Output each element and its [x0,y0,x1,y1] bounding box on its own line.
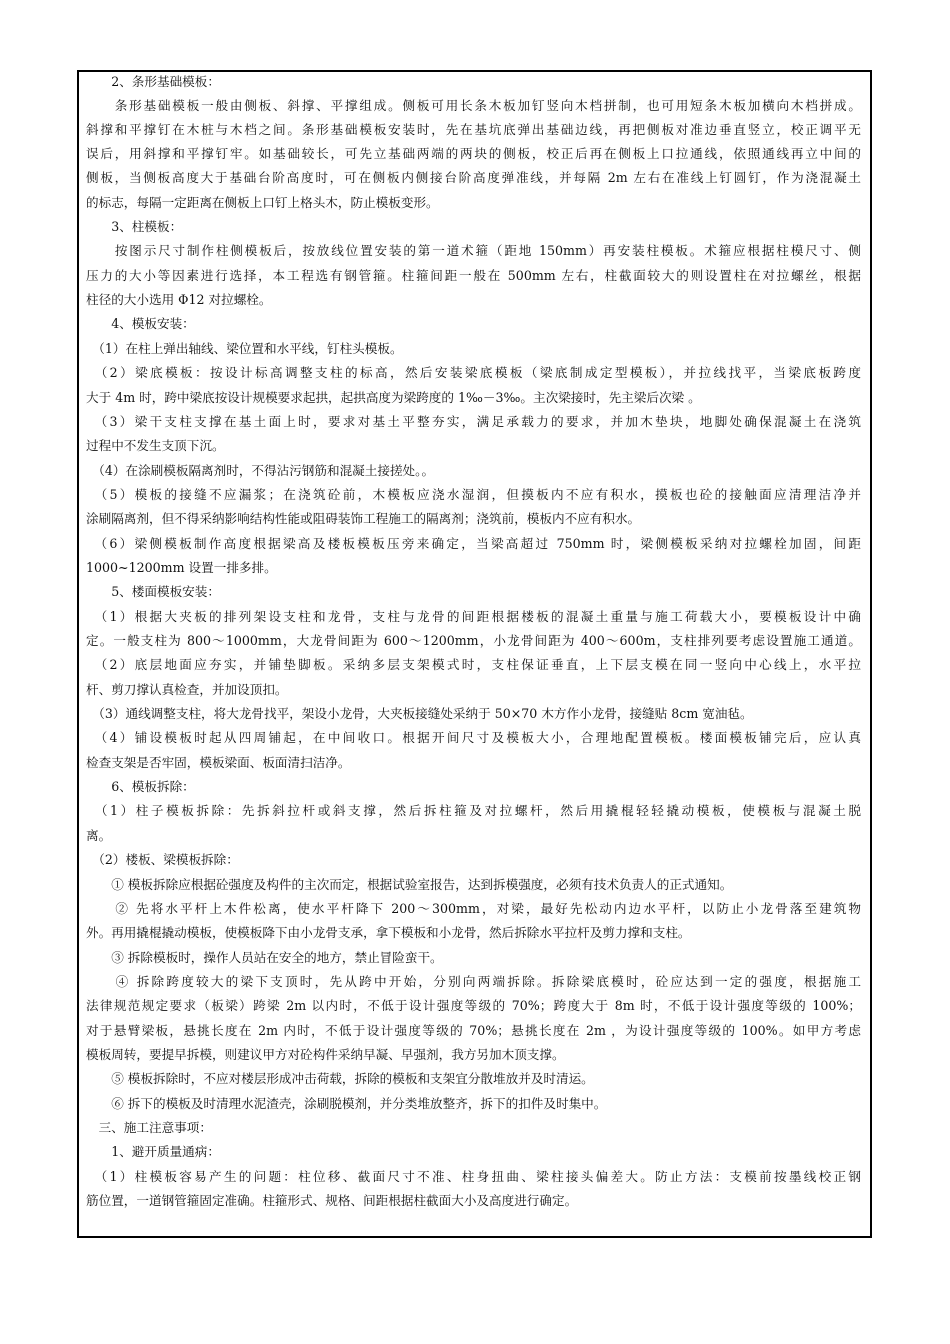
text-line: 1、避开质量通病： [86,1144,220,1159]
text-line: （1）根据大夹板的排列架设支柱和龙骨，支柱与龙骨的间距根据楼板的混凝土重量与施工荷载大小，要模板设计中确 [86,609,861,624]
text-line: 外。再用撬棍撬动模板，使模板降下由小龙骨支承，拿下模板和小龙骨，然后拆除水平拉杆及剪力撑和支柱。 [86,925,691,940]
text-line: （2）底层地面应夯实，并铺垫脚板。采纳多层支架模式时，支柱保证垂直，上下层支模在同一竖向中心线上，水平拉 [86,657,861,672]
text-line: （4）铺设模板时起从四周铺起，在中间收口。根据开间尺寸及模板大小，合理地配置模板。楼面模板铺完后，应认真 [86,730,861,745]
text-line: 按图示尺寸制作柱侧模板后，按放线位置安装的第一道术箍（距地 150mm）再安装柱模板。术箍应根据柱模尺寸、侧 [86,243,861,258]
text-line: （6）梁侧模板制作高度根据梁高及楼板模板压旁来确定，当梁高超过 750mm 时，梁侧模板采纳对拉螺栓加固，间距 [86,536,861,551]
text-line: （4）在涂刷模板隔离剂时，不得沾污钢筋和混凝土接搓处。。 [86,463,435,478]
text-line: 1000~1200mm 设置一排多排。 [86,560,277,575]
text-line: 条形基础模板一般由侧板、斜撑、平撑组成。侧板可用长条木板加钉竖向木档拼制，也可用短条木板加横向木档拼成。 [86,98,861,113]
text-line: 杆、剪刀撑认真检查，并加设顶扣。 [86,682,288,697]
text-line: （5）模板的接缝不应漏浆；在浇筑砼前，木模板应浇水湿润，但摸板内不应有积水，摸板也砼的接触面应清理洁净并 [86,487,861,502]
text-line: （1）柱子模板拆除：先拆斜拉杆或斜支撑，然后拆柱箍及对拉螺杆，然后用撬棍轻轻撬动模板，使模板与混凝土脱 [86,803,861,818]
text-line: 压力的大小等因素进行选择，本工程选有钢管箍。柱箍间距一般在 500mm 左右，柱截面较大的则设置柱在对拉螺丝，根据 [86,268,861,283]
text-line: （1）在柱上弹出轴线、梁位置和水平线，钉柱头模板。 [86,341,403,356]
text-line: 的标志，每隔一定距离在侧板上口钉上格头木，防止模板变形。 [86,195,439,210]
text-line: 斜撑和平撑钉在木桩与木档之间。条形基础模板安装时，先在基坑底弹出基础边线，再把侧板对准边垂直竖立，校正调平无 [86,122,861,137]
text-line: 法律规范规定要求（板梁）跨梁 2m 以内时，不低于设计强度等级的 70%；跨度大于 8m 时，不低于设计强度等级的 100%； [86,998,861,1013]
text-line: 3、柱模板： [86,219,183,234]
text-line: 检查支架是否牢固，模板梁面、板面清扫洁净。 [86,755,351,770]
text-line: 2、条形基础模板： [86,74,220,89]
text-line: ⑥ 拆下的模板及时清理水泥渣壳，涂刷脱模剂，并分类堆放整齐，拆下的扣件及时集中。 [86,1096,607,1111]
text-line: 模板周转，要提早拆模，则建议甲方对砼构件采纳早凝、早强剂，我方另加木顶支撑。 [86,1047,565,1062]
text-line: ④ 拆除跨度较大的梁下支顶时，先从跨中开始，分别向两端拆除。拆除梁底模时，砼应达到一定的强度，根据施工 [86,974,861,989]
text-line: （1）柱模板容易产生的问题：柱位移、截面尺寸不准、柱身扭曲、梁柱接头偏差大。防止方法：支模前按墨线校正钢 [86,1169,861,1184]
text-line: 离。 [86,828,112,843]
text-line: 筋位置，一道钢管箍固定准确。柱箍形式、规格、间距根据柱截面大小及高度进行确定。 [86,1193,578,1208]
text-line: （2）梁底模板：按设计标高调整支柱的标高，然后安装梁底模板（梁底制成定型模板），并拉线找平，当梁底板跨度 [86,365,861,380]
text-line: 6、模板拆除： [86,779,195,794]
text-line: ① 模板拆除应根据砼强度及构件的主次而定，根据试验室报告，达到拆模强度，必须有技术负责人的正式通知。 [86,877,733,892]
text-line: （3）通线调整支柱，将大龙骨找平，架设小龙骨，大夹板接缝处采纳于 50×70 木方作小龙骨，接缝贴 8cm 宽油毡。 [86,706,753,721]
text-line: 5、楼面模板安装： [86,584,220,599]
text-line: 大于 4m 时，跨中梁底按设计规模要求起拱，起拱高度为梁跨度的 1‰－3‰。主次梁接时，先主梁后次梁 。 [86,390,701,405]
text-line: 涂刷隔离剂，但不得采纳影响结构性能或阻碍装饰工程施工的隔离剂；浇筑前，模板内不应有积水。 [86,511,641,526]
text-line: 过程中不发生支顶下沉。 [86,438,225,453]
text-line: （2）楼板、梁模板拆除： [86,852,239,867]
text-line: 误后，用斜撑和平撑钉牢。如基础较长，可先立基础两端的两块的侧板，校正后再在侧板上口拉通线，依照通线再立中间的 [86,146,861,161]
text-line: 对于悬臂梁板，悬挑长度在 2m 内时，不低于设计强度等级的 70%；悬挑长度在 2m ，为设计强度等级的 100%。如甲方考虑 [86,1023,861,1038]
text-line: ③ 拆除模板时，操作人员站在安全的地方，禁止冒险蛮干。 [86,950,443,965]
text-line: 4、模板安装： [86,316,195,331]
text-line: 侧板，当侧板高度大于基础台阶高度时，可在侧板内侧接台阶高度弹准线，并每隔 2m 左右在准线上钉圆钉，作为浇混凝土 [86,170,861,185]
text-line: 三、施工注意事项： [86,1120,212,1135]
text-line: 定。一般支柱为 800～1000mm，大龙骨间距为 600～1200mm，小龙骨间距为 400～600m，支柱排列要考虑设置施工通道。 [86,633,861,648]
text-line: ② 先将水平杆上木件松离，使水平杆降下 200～300mm，对梁，最好先松动内边水平杆，以防止小龙骨落至建筑物 [86,901,861,916]
text-line: （3）梁干支柱支撑在基土面上时，要求对基土平整夯实，满足承载力的要求，并加木垫块，地脚处确保混凝土在浇筑 [86,414,861,429]
text-line: ⑤ 模板拆除时，不应对楼层形成冲击荷载，拆除的模板和支架宜分散堆放并及时清运。 [86,1071,594,1086]
text-line: 柱径的大小选用 Φ12 对拉螺栓。 [86,292,272,307]
